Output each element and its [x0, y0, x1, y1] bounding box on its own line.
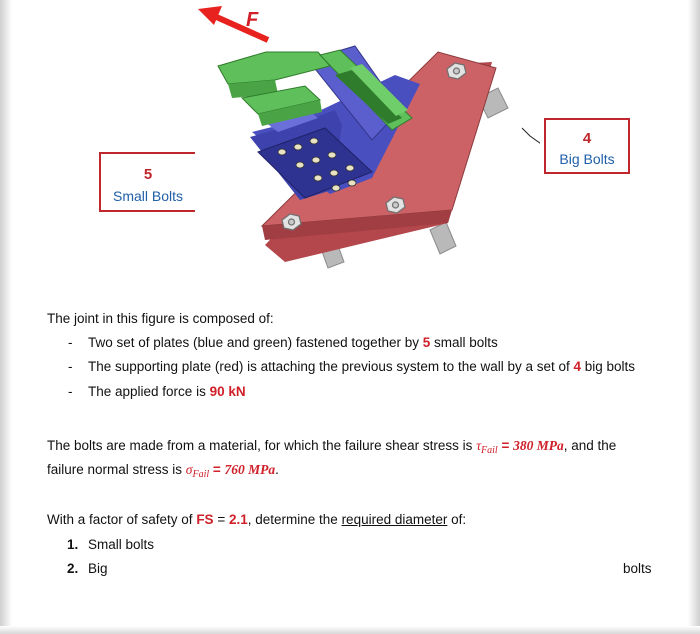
stress-line1-before: The bolts are made from a material, for which the failure shear stress is — [47, 438, 477, 453]
item2-text-after: big bolts — [581, 359, 636, 374]
task-before: With a factor of safety of — [47, 512, 197, 527]
list-item-big: Big — [88, 561, 108, 576]
tau-symbol: τ — [476, 438, 482, 453]
bullet-item-support-plate — [88, 359, 635, 375]
tau-subscript: Fail — [481, 445, 498, 456]
page-edge-left — [0, 0, 12, 634]
list-number-1: 1. — [67, 537, 79, 552]
item1-text-after: small bolts — [430, 335, 498, 350]
fs-label: FS — [196, 512, 214, 527]
bullet-marker: - — [68, 335, 73, 350]
big-bolts-callout — [544, 118, 630, 174]
bullet-item-force — [88, 384, 246, 400]
item1-number: 5 — [422, 335, 431, 350]
stress-line1-after: , and the — [563, 438, 617, 453]
force-label: F — [246, 9, 259, 31]
tau-value: 380 MPa — [513, 438, 564, 453]
fs-value: 2.1 — [228, 512, 248, 527]
sigma-subscript: Fail — [192, 469, 210, 480]
stress-line-2 — [47, 462, 279, 481]
list-item-small-bolts: Small bolts — [88, 537, 155, 552]
bullet-marker: - — [68, 384, 73, 399]
small-bolts-callout — [99, 152, 195, 212]
list-number-2: 2. — [67, 561, 79, 576]
item2-number: 4 — [573, 359, 582, 374]
page-edge-right — [688, 0, 700, 634]
task-after: of: — [447, 512, 467, 527]
bullet-marker: - — [68, 359, 73, 374]
item3-text-before: The applied force is — [88, 384, 210, 399]
applied-force-value: 90 kN — [209, 384, 246, 399]
sigma-equals: = — [209, 462, 225, 477]
sigma-symbol: σ — [185, 462, 193, 477]
stress-line-1 — [47, 438, 616, 457]
stress-line2-before: failure normal stress is — [47, 462, 186, 477]
big-bolts-leader-line — [522, 128, 540, 146]
task-sentence — [47, 512, 466, 528]
required-diameter-text: required diameter — [341, 512, 448, 527]
bolted-joint-figure — [180, 0, 540, 275]
item2-text-before: The supporting plate (red) is attaching the previous system to the wall by a set of — [88, 359, 574, 374]
tau-equals: = — [497, 438, 514, 453]
item1-text-before: Two set of plates (blue and green) fastened together by — [88, 335, 423, 350]
bullet-item-plates — [88, 335, 498, 351]
fs-equals: = — [213, 512, 229, 527]
list-item-bolts-trailing: bolts — [623, 561, 652, 576]
page-edge-bottom — [0, 626, 700, 634]
big-bolts-label: Big Bolts — [559, 151, 615, 167]
stress-line2-after: . — [275, 462, 279, 477]
sigma-value: 760 MPa — [224, 462, 276, 477]
task-middle: , determine the — [247, 512, 342, 527]
small-bolts-label: Small Bolts — [112, 188, 184, 204]
big-bolts-count: 4 — [582, 130, 592, 147]
small-bolts-count: 5 — [143, 166, 153, 183]
intro-text: The joint in this figure is composed of: — [47, 311, 274, 326]
